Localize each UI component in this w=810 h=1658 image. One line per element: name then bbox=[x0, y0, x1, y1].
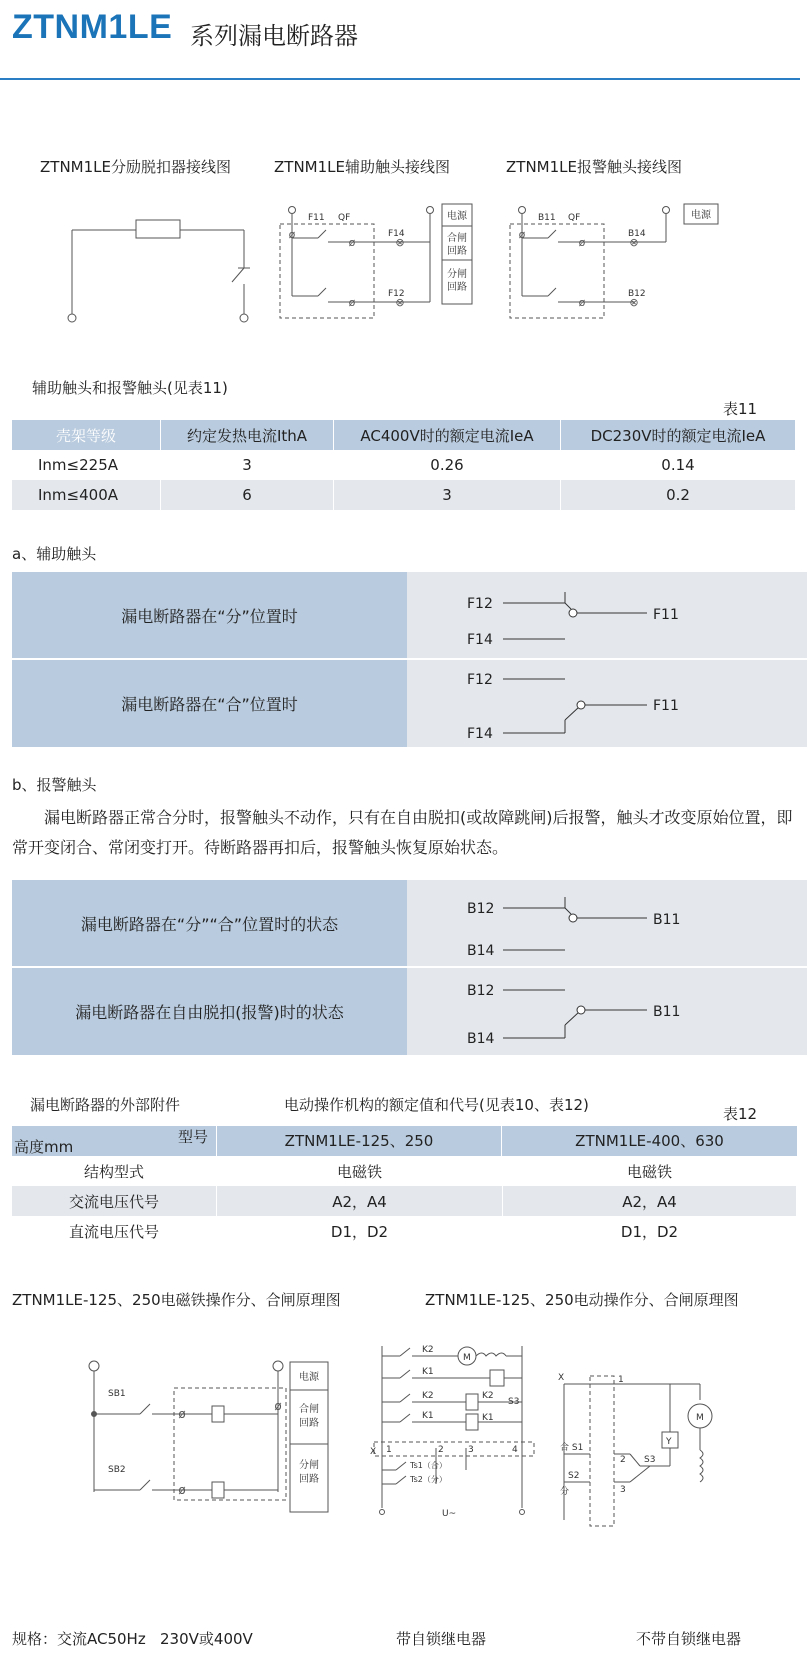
aux-open-t14: F14 bbox=[467, 632, 493, 648]
svg-text:ø: ø bbox=[578, 296, 586, 309]
d1-box-close-b: 回路 bbox=[299, 1418, 319, 1429]
d2-n4: 4 bbox=[512, 1445, 518, 1455]
d2-n3: 3 bbox=[468, 1445, 474, 1455]
d3-n1: 1 bbox=[618, 1375, 624, 1385]
state-label-open: 漏电断路器在“分”位置时 bbox=[12, 572, 407, 658]
svg-text:ø: ø bbox=[178, 1407, 186, 1421]
table-cell: A2，A4 bbox=[217, 1186, 503, 1216]
label-f11: F11 bbox=[308, 213, 325, 223]
table-cell: 电磁铁 bbox=[217, 1156, 503, 1186]
d3-y: Y bbox=[666, 1437, 672, 1447]
svg-text:⊗: ⊗ bbox=[629, 236, 639, 249]
table11 bbox=[12, 420, 796, 510]
d3-s2: S2 bbox=[568, 1471, 580, 1481]
d3-s1: 合 S1 bbox=[560, 1443, 584, 1453]
table12-heading: 电动操作机构的额定值和代号(见表10、表12) bbox=[284, 1096, 589, 1114]
box-power-alarm: 电源 bbox=[691, 210, 711, 221]
section-a-heading: a、辅助触头 bbox=[12, 545, 97, 563]
label-qf: QF bbox=[338, 213, 351, 223]
d2-s3: S3 bbox=[508, 1397, 520, 1407]
aux-contact-state-panel bbox=[12, 572, 807, 747]
table-cell: Inm≤225A bbox=[12, 450, 161, 480]
table-cell: 电磁铁 bbox=[503, 1156, 797, 1186]
alarm-tripped-t14: B14 bbox=[467, 1031, 495, 1047]
table-row bbox=[12, 1216, 797, 1246]
label-b12: B12 bbox=[628, 289, 646, 299]
table-cell: 交流电压代号 bbox=[12, 1186, 217, 1216]
alarm-contact-state-panel bbox=[12, 880, 807, 1055]
table-header-row bbox=[12, 420, 796, 450]
d3-fen: 分 bbox=[560, 1487, 570, 1497]
table-cell: 6 bbox=[161, 480, 334, 510]
state-label-closed: 漏电断路器在“合”位置时 bbox=[12, 660, 407, 747]
svg-text:ø: ø bbox=[518, 228, 526, 241]
alarm-normal-t12: B12 bbox=[467, 901, 495, 917]
table11-label: 表11 bbox=[723, 400, 758, 418]
aux-closed-t12: F12 bbox=[467, 672, 493, 688]
label-without-latch: 不带自锁继电器 bbox=[636, 1630, 742, 1648]
table-cell: 0.26 bbox=[334, 450, 561, 480]
header-rule bbox=[0, 78, 800, 80]
table12-col2: ZTNM1LE-400、630 bbox=[575, 1132, 724, 1150]
bottom-caption-left: ZTNM1LE-125、250电磁铁操作分、合闸原理图 bbox=[12, 1291, 341, 1309]
aux-closed-t14: F14 bbox=[467, 726, 493, 742]
bottom-caption-right: ZTNM1LE-125、250电动操作分、合闸原理图 bbox=[425, 1291, 739, 1309]
svg-text:⊗: ⊗ bbox=[629, 296, 639, 309]
d2-k1c: K1 bbox=[482, 1413, 494, 1423]
table12 bbox=[12, 1156, 797, 1246]
d2-m: M bbox=[463, 1353, 471, 1363]
svg-text:ø: ø bbox=[288, 228, 296, 241]
table-cell: 结构型式 bbox=[12, 1156, 217, 1186]
d2-n1: 1 bbox=[386, 1445, 392, 1455]
table-cell: 0.14 bbox=[561, 450, 796, 480]
svg-text:ø: ø bbox=[348, 236, 356, 249]
table12-col1: ZTNM1LE-125、250 bbox=[217, 1126, 502, 1156]
table-row bbox=[12, 450, 796, 480]
alarm-wiring-diagram bbox=[508, 198, 728, 328]
d2-k1a: K1 bbox=[422, 1367, 434, 1377]
d1-box-open-a: 分闸 bbox=[299, 1460, 319, 1471]
accessories-heading: 漏电断路器的外部附件 bbox=[30, 1096, 181, 1114]
svg-text:ø: ø bbox=[178, 1483, 186, 1497]
d2-u: U~ bbox=[442, 1509, 457, 1519]
motor-latching-diagram bbox=[370, 1336, 540, 1536]
label-b14: B14 bbox=[628, 229, 646, 239]
aux-open-t11: F11 bbox=[653, 607, 679, 623]
wiring-caption-shunt: ZTNM1LE分励脱扣器接线图 bbox=[40, 158, 231, 176]
box-close-a: 合闸 bbox=[447, 233, 467, 244]
page-subtitle: 系列漏电断路器 bbox=[190, 22, 358, 50]
shunt-wiring-diagram bbox=[60, 210, 260, 330]
section-b-heading: b、报警触头 bbox=[12, 776, 97, 794]
table-cell: 3 bbox=[161, 450, 334, 480]
table-cell: 0.2 bbox=[561, 480, 796, 510]
table-header-cell: 壳架等级 bbox=[12, 420, 161, 450]
alarm-contact-symbols bbox=[447, 880, 727, 1055]
d3-x: X bbox=[558, 1373, 565, 1383]
d2-k2b: K2 bbox=[422, 1391, 434, 1401]
state-label-tripped: 漏电断路器在自由脱扣(报警)时的状态 bbox=[12, 968, 407, 1055]
table-cell: Inm≤400A bbox=[12, 480, 161, 510]
d3-n3: 3 bbox=[620, 1485, 626, 1495]
alarm-normal-t14: B14 bbox=[467, 943, 495, 959]
alarm-tripped-t12: B12 bbox=[467, 983, 495, 999]
label-b11: B11 bbox=[538, 213, 556, 223]
table-cell: A2，A4 bbox=[503, 1186, 797, 1216]
table12-corner-cell bbox=[12, 1126, 217, 1156]
d2-k2c: K2 bbox=[482, 1391, 494, 1401]
box-open-a: 分闸 bbox=[447, 269, 467, 280]
motor-nonlatching-diagram bbox=[560, 1370, 720, 1530]
svg-text:⊗: ⊗ bbox=[395, 236, 405, 249]
table-header-cell: DC230V时的额定电流IeA bbox=[561, 420, 796, 450]
label-f14: F14 bbox=[388, 229, 405, 239]
svg-text:ø: ø bbox=[348, 296, 356, 309]
table12-label: 表12 bbox=[723, 1105, 758, 1123]
wiring-caption-aux: ZTNM1LE辅助触头接线图 bbox=[274, 158, 450, 176]
label-with-latch: 带自锁继电器 bbox=[396, 1630, 487, 1648]
table-cell: 3 bbox=[334, 480, 561, 510]
alarm-normal-t11: B11 bbox=[653, 912, 681, 928]
table-row bbox=[12, 1156, 797, 1186]
d2-k2a: K2 bbox=[422, 1345, 434, 1355]
alarm-description: 漏电断路器正常合分时，报警触头不动作，只有在自由脱扣(或故障跳闸)后报警，触头才改变原始位置，即常开变闭合、常闭变打开。待断路器再扣后，报警触头恢复原始状态。 bbox=[12, 808, 793, 857]
aux-contact-symbols bbox=[447, 572, 727, 747]
box-open-b: 回路 bbox=[447, 282, 467, 293]
table-cell: D1，D2 bbox=[503, 1216, 797, 1246]
svg-text:⊗: ⊗ bbox=[395, 296, 405, 309]
box-power: 电源 bbox=[447, 211, 467, 222]
table11-heading: 辅助触头和报警触头(见表11) bbox=[32, 379, 228, 397]
label-f12: F12 bbox=[388, 289, 405, 299]
aux-wiring-diagram bbox=[278, 198, 478, 328]
aux-open-t12: F12 bbox=[467, 596, 493, 612]
wiring-caption-alarm: ZTNM1LE报警触头接线图 bbox=[506, 158, 682, 176]
electromagnet-diagram bbox=[80, 1352, 340, 1522]
d2-x: X bbox=[370, 1447, 377, 1457]
label-sb2: SB2 bbox=[108, 1465, 126, 1475]
table-row bbox=[12, 480, 796, 510]
svg-text:ø: ø bbox=[274, 1399, 282, 1413]
brand-title: ZTNM1LE bbox=[12, 8, 173, 46]
table12-header bbox=[12, 1126, 797, 1156]
d1-box-power: 电源 bbox=[299, 1372, 319, 1383]
table-cell: 直流电压代号 bbox=[12, 1216, 217, 1246]
d2-k1b: K1 bbox=[422, 1411, 434, 1421]
aux-closed-t11: F11 bbox=[653, 698, 679, 714]
table-header-cell: 约定发热电流IthA bbox=[161, 420, 334, 450]
corner-height: 高度mm bbox=[14, 1138, 74, 1156]
d3-m: M bbox=[696, 1413, 704, 1423]
d2-ts2: Ts2（分） bbox=[410, 1475, 447, 1484]
d3-s3: S3 bbox=[644, 1455, 656, 1465]
state-label-normal: 漏电断路器在“分”“合”位置时的状态 bbox=[12, 880, 407, 966]
d1-box-close-a: 合闸 bbox=[299, 1404, 319, 1415]
label-qf-alarm: QF bbox=[568, 213, 581, 223]
table-cell: D1，D2 bbox=[217, 1216, 503, 1246]
label-sb1: SB1 bbox=[108, 1389, 126, 1399]
d2-n2: 2 bbox=[438, 1445, 444, 1455]
box-close-b: 回路 bbox=[447, 246, 467, 257]
spec-text: 规格：交流AC50Hz 230V或400V bbox=[12, 1630, 253, 1648]
svg-text:ø: ø bbox=[578, 236, 586, 249]
table-header-cell: AC400V时的额定电流IeA bbox=[334, 420, 561, 450]
d3-n2: 2 bbox=[620, 1455, 626, 1465]
d2-ts1: Ts1（合） bbox=[410, 1461, 447, 1470]
d1-box-open-b: 回路 bbox=[299, 1474, 319, 1485]
alarm-tripped-t11: B11 bbox=[653, 1004, 681, 1020]
table-row bbox=[12, 1186, 797, 1216]
corner-model: 型号 bbox=[177, 1128, 208, 1146]
